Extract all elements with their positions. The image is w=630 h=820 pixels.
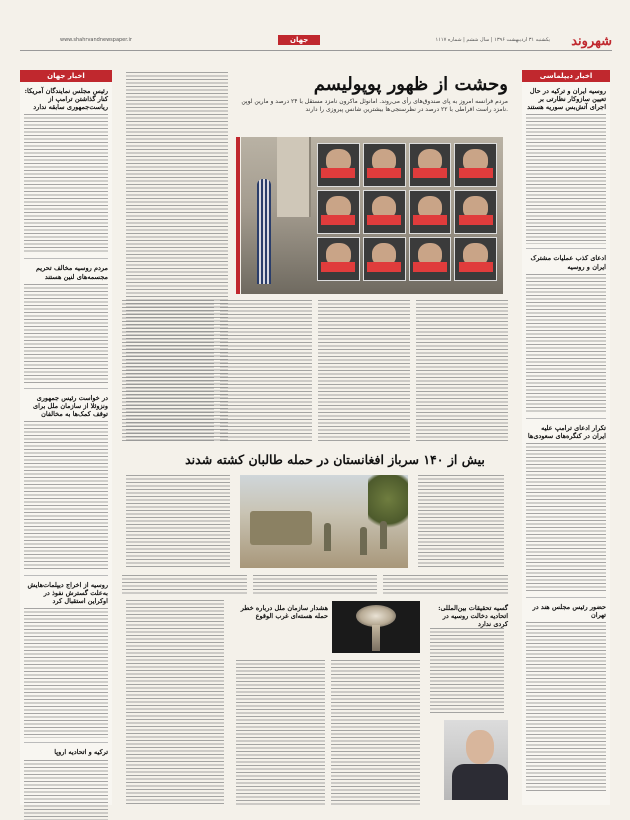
site-url: www.shahrvandnewspaper.ir: [60, 37, 132, 43]
right-news-headline: ادعای کذب عملیات مشترک ایران و روسیه: [530, 254, 606, 271]
right-column-label: اخبار دیپلماسی: [522, 70, 610, 82]
election-poster: [454, 143, 497, 187]
article-body-text: [426, 628, 508, 714]
left-news-column: [20, 70, 112, 805]
article-body-text: [122, 575, 508, 595]
afghan-headline: بیش از ۱۴۰ سرباز افغانستان در حمله طالبان کشته شدند: [185, 452, 485, 467]
main-headline: وحشت از ظهور پوپولیسم: [313, 74, 508, 95]
election-poster: [409, 143, 452, 187]
left-news-headline: رئیس مجلس نمایندگان آمریکا: کنار گذاشتن ترامپ از ریاست‌جمهوری سابقه ندارد: [24, 87, 108, 112]
bottom-headline: گسیه تحقیقات بین‌المللی: اتحادیه دخالت روسیه در کردی ندارد: [438, 604, 508, 628]
date-line: یکشنبه ۳۱ اردیبهشت ۱۳۹۶ | سال ششم | شماره ۱۱۱۷: [435, 37, 550, 43]
article-body-text: [122, 475, 234, 568]
right-news-headline: روسیه ایران و ترکیه در حال تعیین سازوکار نظارتی بر اجرای آتش‌بس سوریه هستند: [527, 87, 606, 112]
photo-caption-bar: [236, 137, 240, 294]
bottom-headline: هشدار سازمان ملل درباره خطر حمله هسته‌ای غرب الوقوع: [240, 604, 328, 620]
main-lead: مردم فرانسه امروز به پای صندوق‌های رأی می‌روند. امانوئل ماکرون نامزد مستقل با ۲۴ درصد و مارین لوپن نامزد راست افراطی با ۲۲ درصد در نظرسنجی‌ها بیشترین شانس پیروزی را دارند.: [241, 98, 508, 114]
right-news-headline: حضور رئیس مجلس هند در تهران: [532, 602, 606, 619]
election-poster: [317, 237, 360, 281]
portrait-photo: [444, 720, 508, 800]
section-tag: جهان: [278, 35, 320, 45]
afghan-soldiers-photo: [240, 475, 408, 568]
election-poster: [409, 237, 452, 281]
election-poster: [363, 143, 406, 187]
left-news-headline: در خواست رئیس جمهوری ونزوئلا از سازمان ملل برای توقف کمک‌ها به مخالفان: [32, 393, 108, 418]
right-news-column: [522, 70, 610, 805]
election-poster: [454, 237, 497, 281]
page-header: [20, 34, 612, 51]
election-posters-photo: [241, 137, 503, 294]
left-news-headline: ترکیه و اتحادیه اروپا: [54, 748, 108, 757]
election-poster: [409, 190, 452, 234]
right-news-headline: تکرار ادعای ترامپ علیه ایران در کنگره‌های سعودی‌ها: [527, 423, 606, 440]
election-poster: [317, 143, 360, 187]
election-poster: [317, 190, 360, 234]
left-news-headline: روسیه از اخراج دیپلمات‌هایش به‌علت گسترش نفوذ در اوکراین استقبال کرد: [27, 581, 108, 606]
article-body-text: [122, 600, 228, 805]
article-body-text: [122, 300, 508, 442]
election-poster: [363, 190, 406, 234]
left-column-label: اخبار جهان: [20, 70, 112, 82]
left-news-headline: مردم روسیه مخالف تحریم مجسمه‌های لنین هستند: [35, 264, 108, 281]
article-body-text: [236, 660, 420, 805]
election-poster: [454, 190, 497, 234]
masthead: شهروند: [571, 34, 612, 49]
mushroom-cloud-photo: [332, 601, 420, 653]
article-body-text: [414, 475, 508, 568]
election-poster: [363, 237, 406, 281]
